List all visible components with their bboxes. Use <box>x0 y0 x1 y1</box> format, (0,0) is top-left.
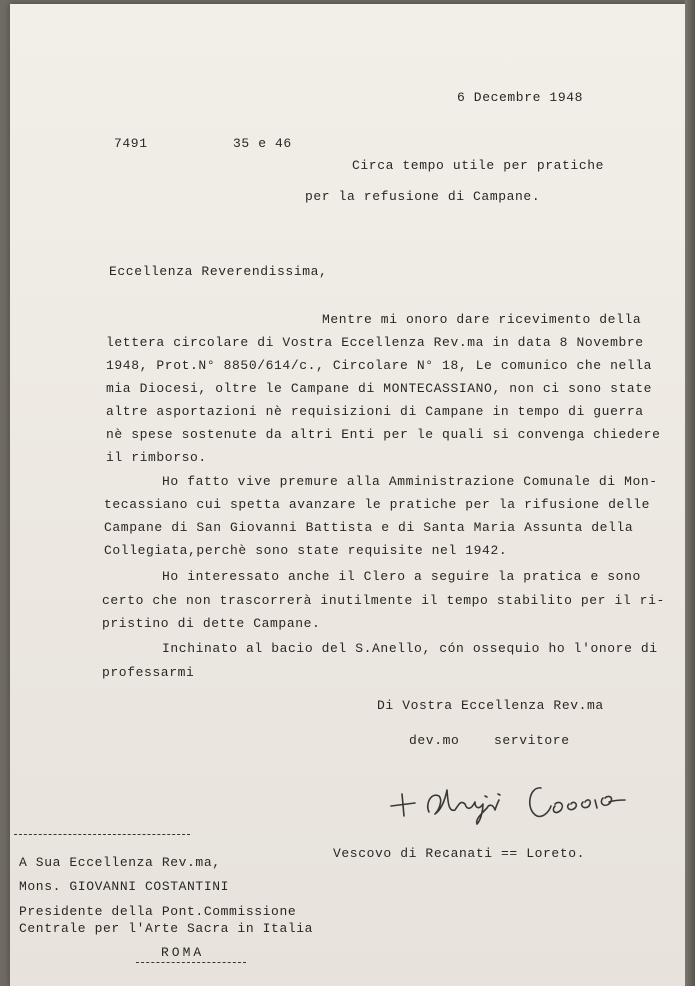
body-line: nè spese sostenute da altri Enti per le quali si convenga chiedere <box>106 427 661 442</box>
body-line: Mentre mi onoro dare ricevimento della <box>322 312 642 327</box>
body-line: Inchinato al bacio del S.Anello, cón ossequio ho l'onore di <box>162 641 658 656</box>
salutation: Eccellenza Reverendissima, <box>109 264 328 279</box>
body-line: altre asportazioni nè requisizioni di Campane in tempo di guerra <box>106 404 644 419</box>
closing-formula: Di Vostra Eccellenza Rev.ma <box>377 698 604 713</box>
body-line: Ho fatto vive premure alla Amministrazione Comunale di Mon- <box>162 474 658 489</box>
body-line: il rimborso. <box>106 450 207 465</box>
addressee-line: A Sua Eccellenza Rev.ma, <box>19 855 221 870</box>
body-line: certo che non trascorrerà inutilmente il tempo stabilito per il ri- <box>102 593 665 608</box>
addressee-name: Mons. GIOVANNI COSTANTINI <box>19 879 230 894</box>
body-line: Collegiata,perchè sono state requisite nel 1942. <box>104 543 508 558</box>
reference-sub: 35 e 46 <box>233 136 292 151</box>
body-line: mia Diocesi, oltre le Campane di MONTECASSIANO, non ci sono state <box>106 381 653 396</box>
letter-sheet <box>10 4 686 986</box>
closing-devmo: dev.mo <box>409 733 460 748</box>
reference-number: 7491 <box>114 136 148 151</box>
subject-line-2: per la refusione di Campane. <box>305 189 541 204</box>
bishop-title: Vescovo di Recanati == Loreto. <box>333 846 586 861</box>
letter-date: 6 Decembre 1948 <box>457 90 584 105</box>
body-line: pristino di dette Campane. <box>102 616 321 631</box>
subject-line-1: Circa tempo utile per pratiche <box>352 158 605 173</box>
body-line: tecassiano cui spetta avanzare le pratiche per la rifusione delle <box>104 497 651 512</box>
divider-rule <box>14 834 190 835</box>
body-line: Ho interessato anche il Clero a seguire la pratica e sono <box>162 569 641 584</box>
city-underline <box>136 962 246 963</box>
closing-servitore: servitore <box>494 733 570 748</box>
addressee-line: Centrale per l'Arte Sacra in Italia <box>19 921 314 936</box>
handwritten-signature <box>385 770 630 832</box>
addressee-line: Presidente della Pont.Commissione <box>19 904 297 919</box>
body-line: lettera circolare di Vostra Eccellenza Rev.ma in data 8 Novembre <box>106 335 644 350</box>
addressee-city: ROMA <box>161 945 205 960</box>
body-line: 1948, Prot.N° 8850/614/c., Circolare N° 18, Le comunico che nella <box>106 358 653 373</box>
scan-edge <box>685 0 695 986</box>
body-line: Campane di San Giovanni Battista e di Santa Maria Assunta della <box>104 520 634 535</box>
body-line: professarmi <box>102 665 195 680</box>
